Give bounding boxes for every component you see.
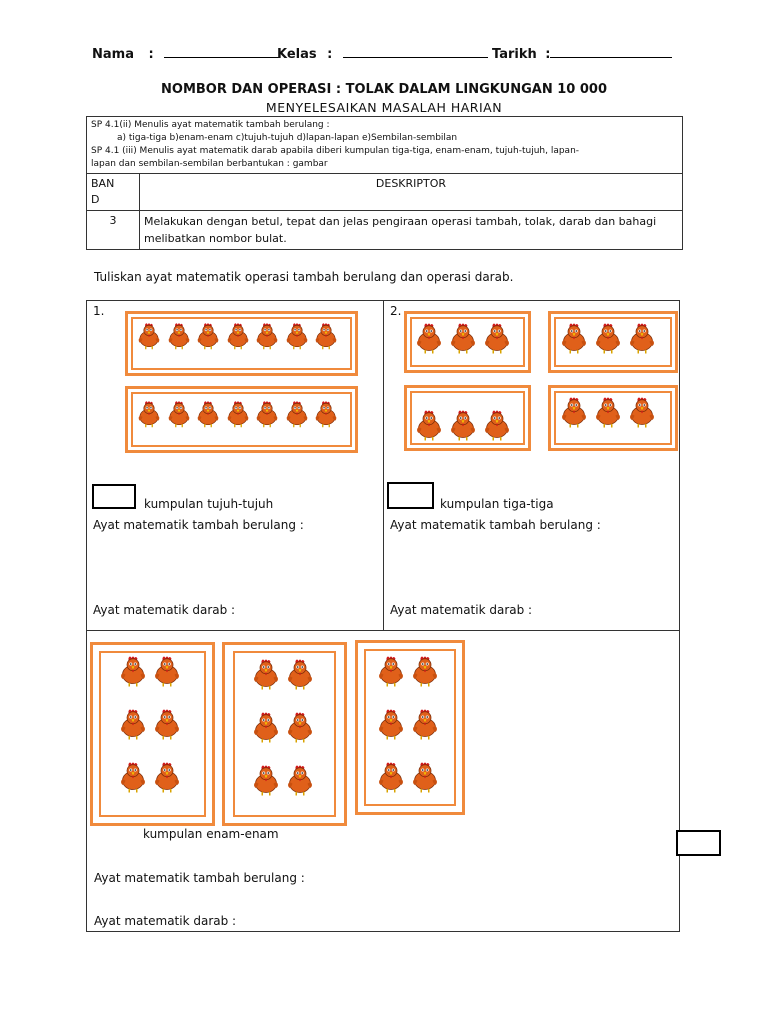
- tarikh-input-line[interactable]: [550, 45, 672, 58]
- hen-icon: [251, 711, 281, 744]
- hen-icon: [225, 400, 251, 429]
- q3-answer-box[interactable]: [676, 830, 721, 856]
- hen-icon: [482, 322, 512, 355]
- kelas-field: Kelas :: [277, 45, 488, 62]
- hen-icon: [410, 655, 440, 688]
- hen-icon: [152, 761, 182, 794]
- hen-icon: [285, 711, 315, 744]
- nama-field: Nama :: [92, 45, 279, 62]
- hen-icon: [482, 409, 512, 442]
- hen-icon: [152, 655, 182, 688]
- q2-group-label: kumpulan tiga-tiga: [440, 497, 554, 511]
- nama-label: Nama: [92, 47, 134, 62]
- q2-darab-label: Ayat matematik darab :: [390, 603, 533, 617]
- hen-icon: [313, 400, 339, 429]
- kelas-input-line[interactable]: [343, 45, 488, 58]
- hen-icon: [136, 322, 162, 351]
- sp-cell: SP 4.1(ii) Menulis ayat matematik tambah berulang : a) tiga-tiga b)enam-enam c)tujuh-tujuh d)lapan-lapan e)Sembilan-sembilan SP 4.1 (iii) Menulis ayat matematik darab apabila diberi kumpulan tiga-tiga, enam-enam, tujuh-tujuh, lapan- lapan dan sembilan-sembilan berbantukan : gambar: [87, 117, 683, 174]
- hen-icon: [593, 396, 623, 429]
- q1-darab-label: Ayat matematik darab :: [93, 603, 236, 617]
- hen-icon: [118, 708, 148, 741]
- q2-tambah-label: Ayat matematik tambah berulang :: [390, 518, 601, 532]
- q3-tambah-label: Ayat matematik tambah berulang :: [94, 871, 305, 885]
- band-header: BAN D: [87, 174, 140, 211]
- instruction: Tuliskan ayat matematik operasi tambah berulang dan operasi darab.: [94, 270, 514, 284]
- hen-icon: [152, 708, 182, 741]
- q3-darab-label: Ayat matematik darab :: [94, 914, 237, 928]
- hen-icon: [285, 764, 315, 797]
- hen-icon: [593, 322, 623, 355]
- page-subtitle: MENYELESAIKAN MASALAH HARIAN: [265, 100, 503, 115]
- hen-icon: [627, 322, 657, 355]
- hen-icon: [376, 761, 406, 794]
- hen-icon: [448, 409, 478, 442]
- hen-icon: [166, 322, 192, 351]
- hen-icon: [251, 764, 281, 797]
- grid-divider-horizontal: [86, 630, 680, 631]
- q3-group-label: kumpulan enam-enam: [143, 827, 279, 841]
- page-title: NOMBOR DAN OPERASI : TOLAK DALAM LINGKUNGAN 10 000: [161, 82, 607, 97]
- q2-number: 2.: [390, 304, 402, 318]
- nama-input-line[interactable]: [164, 45, 279, 58]
- hen-icon: [284, 400, 310, 429]
- hen-icon: [559, 396, 589, 429]
- descriptor-header: DESKRIPTOR: [140, 174, 683, 211]
- hen-icon: [284, 322, 310, 351]
- tarikh-field: Tarikh :: [492, 45, 672, 62]
- tarikh-label: Tarikh: [492, 47, 537, 62]
- hen-icon: [195, 322, 221, 351]
- hen-icon: [313, 322, 339, 351]
- descriptor-value: Melakukan dengan betul, tepat dan jelas pengiraan operasi tambah, tolak, darab dan bahagi melibatkan nombor bulat.: [140, 211, 683, 250]
- hen-icon: [559, 322, 589, 355]
- q1-number: 1.: [93, 304, 105, 318]
- hen-icon: [448, 322, 478, 355]
- hen-icon: [166, 400, 192, 429]
- hen-icon: [136, 400, 162, 429]
- hen-icon: [414, 409, 444, 442]
- hen-icon: [225, 322, 251, 351]
- standard-table: [86, 116, 683, 250]
- hen-icon: [118, 761, 148, 794]
- hen-icon: [285, 658, 315, 691]
- hen-icon: [254, 322, 280, 351]
- hen-icon: [376, 708, 406, 741]
- q2-answer-box[interactable]: [387, 482, 434, 509]
- hen-icon: [410, 708, 440, 741]
- q1-tambah-label: Ayat matematik tambah berulang :: [93, 518, 304, 532]
- hen-icon: [414, 322, 444, 355]
- hen-icon: [254, 400, 280, 429]
- band-value: 3: [87, 211, 140, 250]
- kelas-label: Kelas: [277, 47, 317, 62]
- hen-icon: [251, 658, 281, 691]
- q1-answer-box[interactable]: [92, 484, 136, 509]
- q1-group-label: kumpulan tujuh-tujuh: [144, 497, 274, 511]
- hen-icon: [195, 400, 221, 429]
- hen-icon: [118, 655, 148, 688]
- hen-icon: [376, 655, 406, 688]
- hen-icon: [410, 761, 440, 794]
- hen-icon: [627, 396, 657, 429]
- grid-divider-vertical: [383, 300, 384, 630]
